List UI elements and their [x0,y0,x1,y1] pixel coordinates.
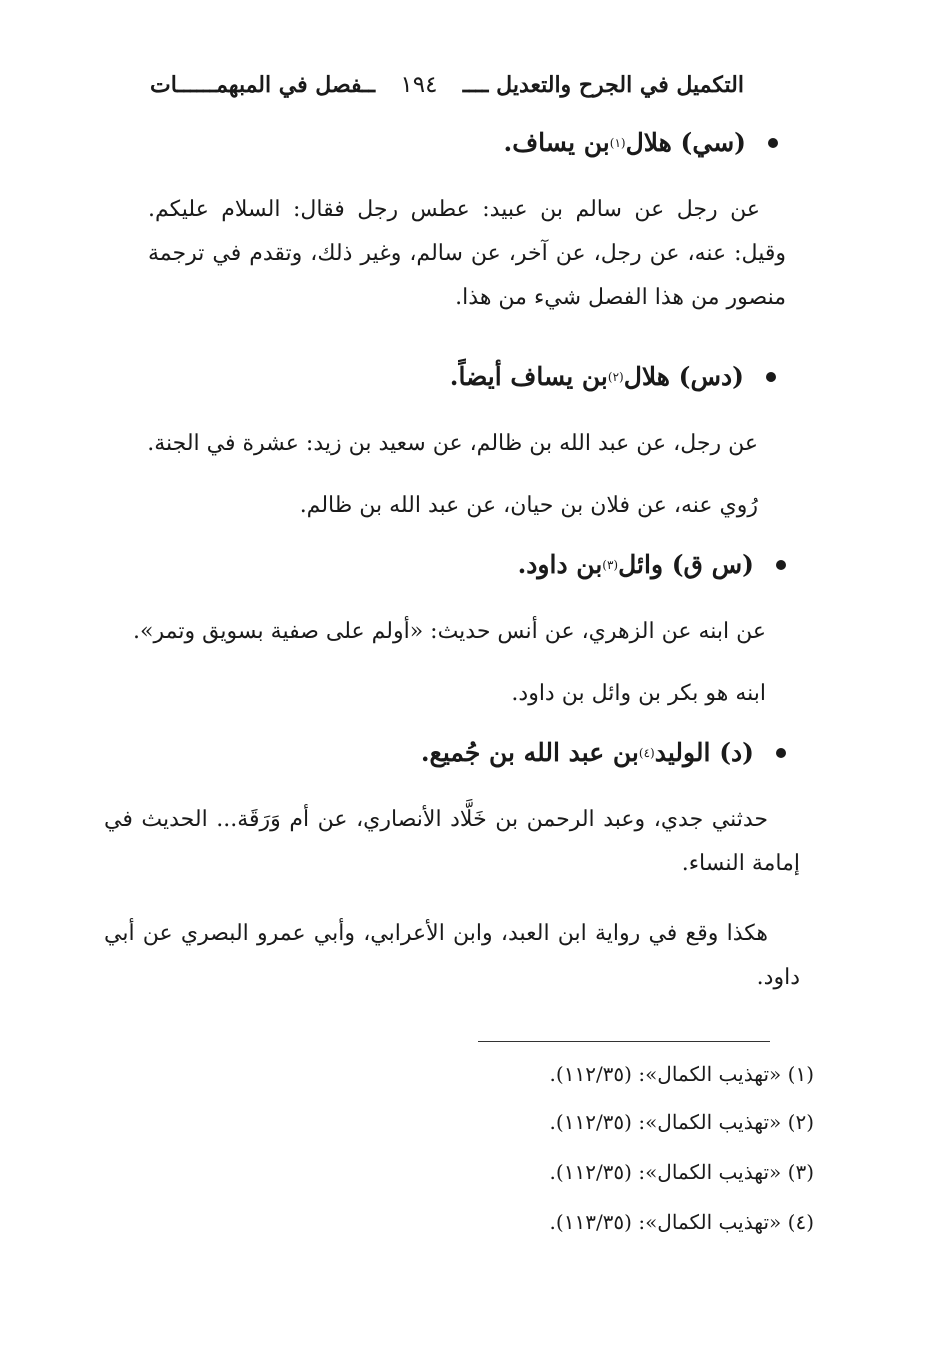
footnote: (٣) «تهذيب الكمال»: (١١٢/٣٥). [549,1160,814,1184]
footnote-separator [478,1041,770,1042]
entry-paragraph: حدثني جدي، وعبد الرحمن بن خَلَّاد الأنصاري، عن أم وَرَقَة... الحديث في إمامة النساء. [104,807,800,876]
entry-paragraph: عن رجل عن سالم بن عبيد: عطس رجل فقال: السلام عليكم. وقيل: عنه، عن رجل، عن آخر، عن سالم، وغير ذلك، وتقدم في ترجمة منصور من هذا الفصل شيء من هذا. [148,197,786,310]
footnote: (٤) «تهذيب الكمال»: (١١٣/٣٥). [549,1210,814,1234]
entry-heading-rest: بن يساف أيضاً. [449,362,608,391]
bullet-icon [776,748,786,758]
entry-heading-rest: بن داود. [517,550,603,579]
book-title: التكميل في الجرح والتعديل ــــ [462,72,744,98]
chapter-title: ــفصل في المبهمــــــات [150,72,376,98]
page-number: ١٩٤ [400,72,438,98]
footnote-ref: (٤) [638,745,655,760]
entry-paragraph: عن رجل، عن عبد الله بن ظالم، عن سعيد بن زيد: عشرة في الجنة. [147,431,758,456]
entry-heading-name: (دس) هلال [623,362,744,391]
entry-heading [421,738,786,767]
running-header [150,72,744,98]
entry-paragraph: رُوي عنه، عن فلان بن حيان، عن عبد الله بن ظالم. [299,493,758,518]
entry-heading [504,128,778,157]
entry-paragraph: عن ابنه عن الزهري، عن أنس حديث: «أولم على صفية بسويق وتمر». [133,619,766,644]
footnote-ref: (١) [609,135,626,150]
entry-heading-rest: بن عبد الله بن جُميع. [420,738,639,767]
entry-heading-rest: بن يساف. [503,128,610,157]
footnote-ref: (٣) [602,557,619,572]
entry-heading [450,362,776,391]
entry-heading-name: (د) الوليد [654,738,754,767]
entry-heading-name: (س ق) وائل [618,550,754,579]
entry-heading-name: (سي) هلال [625,128,746,157]
footnote-ref: (٢) [607,369,624,384]
bullet-icon [768,138,778,148]
entry-paragraph: ابنه هو بكر بن وائل بن داود. [511,681,766,706]
entry-paragraph: هكذا وقع في رواية ابن العبد، وابن الأعرابي، وأبي عمرو البصري عن أبي داود. [104,921,800,990]
footnote: (١) «تهذيب الكمال»: (١١٢/٣٥). [549,1062,814,1086]
bullet-icon [766,372,776,382]
footnote: (٢) «تهذيب الكمال»: (١١٢/٣٥). [549,1110,814,1134]
entry-heading [518,550,786,579]
bullet-icon [776,560,786,570]
